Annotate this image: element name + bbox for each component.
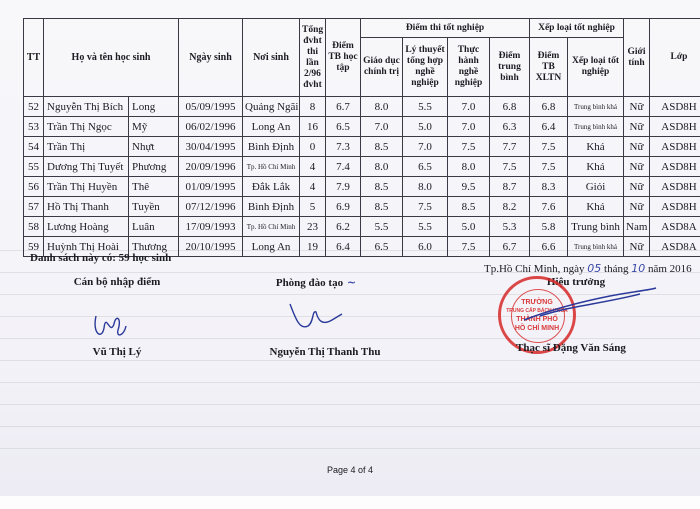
cell-rank: Trung bình bbox=[568, 217, 624, 237]
col-header-birthplace: Nơi sinh bbox=[243, 19, 300, 97]
header-row-1 bbox=[24, 19, 700, 38]
signer-role-principal: Hiệu trưởng bbox=[546, 276, 606, 288]
cell-dob: 20/09/1996 bbox=[179, 157, 243, 177]
cell-rank: Trung bình khá bbox=[568, 237, 624, 257]
cell-place: Tp. Hồ Chí Minh bbox=[243, 217, 300, 237]
cell-xltn: 7.6 bbox=[530, 197, 568, 217]
cell-avg: 6.8 bbox=[490, 97, 530, 117]
cell-practice: 8.5 bbox=[448, 197, 490, 217]
signature-data-entry bbox=[90, 306, 130, 344]
col-header-politics: Giáo dục chính trị bbox=[361, 38, 403, 97]
table-row bbox=[24, 177, 700, 197]
date-day: 05 bbox=[587, 262, 602, 275]
cell-xltn: 6.8 bbox=[530, 97, 568, 117]
col-header-practice: Thực hành nghề nghiệp bbox=[448, 38, 490, 97]
cell-politics: 8.5 bbox=[361, 197, 403, 217]
signer-role-data-entry: Cán bộ nhập điểm bbox=[73, 276, 161, 288]
cell-practice: 7.0 bbox=[448, 97, 490, 117]
cell-tt: 59 bbox=[24, 237, 44, 257]
date-prefix: Tp.Hồ Chí Minh, ngày bbox=[484, 263, 585, 275]
cell-avg: 7.5 bbox=[490, 157, 530, 177]
cell-tt: 58 bbox=[24, 217, 44, 237]
cell-rank: Trung bình khá bbox=[568, 97, 624, 117]
cell-dob: 01/09/1995 bbox=[179, 177, 243, 197]
cell-politics: 7.0 bbox=[361, 117, 403, 137]
table-row bbox=[24, 137, 700, 157]
cell-gender: Nữ bbox=[624, 137, 650, 157]
cell-rank: Giỏi bbox=[568, 177, 624, 197]
cell-place: Long An bbox=[243, 237, 300, 257]
col-header-name: Họ và tên học sinh bbox=[44, 19, 179, 97]
stamp-line-2: TRUNG CẤP BÁCH KHOA bbox=[506, 308, 568, 314]
cell-theory: 5.5 bbox=[403, 217, 448, 237]
cell-gender: Nữ bbox=[624, 237, 650, 257]
signing-date bbox=[484, 262, 692, 275]
cell-theory: 7.5 bbox=[403, 197, 448, 217]
cell-class: ASD8A bbox=[650, 217, 700, 237]
cell-last: Nguyễn Thị Bích bbox=[44, 97, 129, 117]
cell-tt: 53 bbox=[24, 117, 44, 137]
cell-place: Bình Định bbox=[243, 197, 300, 217]
cell-dob: 05/09/1995 bbox=[179, 97, 243, 117]
cell-practice: 5.0 bbox=[448, 217, 490, 237]
cell-class: ASD8H bbox=[650, 97, 700, 117]
date-year: năm 2016 bbox=[647, 263, 692, 275]
cell-credits: 8 bbox=[300, 97, 326, 117]
cell-tt: 55 bbox=[24, 157, 44, 177]
cell-last: Trần Thị Ngọc bbox=[44, 117, 129, 137]
cell-gpa: 6.5 bbox=[326, 117, 361, 137]
cell-place: Quảng Ngãi bbox=[243, 97, 300, 117]
cell-class: ASD8H bbox=[650, 137, 700, 157]
col-group-rank: Xếp loại tốt nghiệp bbox=[530, 19, 624, 38]
cell-politics: 6.5 bbox=[361, 237, 403, 257]
cell-theory: 6.0 bbox=[403, 237, 448, 257]
cell-rank: Khá bbox=[568, 197, 624, 217]
cell-dob: 20/10/1995 bbox=[179, 237, 243, 257]
cell-credits: 4 bbox=[300, 177, 326, 197]
cell-tt: 56 bbox=[24, 177, 44, 197]
cell-xltn: 8.3 bbox=[530, 177, 568, 197]
cell-avg: 6.3 bbox=[490, 117, 530, 137]
col-header-xltn-avg: Điểm TB XLTN bbox=[530, 38, 568, 97]
cell-practice: 9.5 bbox=[448, 177, 490, 197]
table-row bbox=[24, 97, 700, 117]
cell-theory: 7.0 bbox=[403, 137, 448, 157]
cell-theory: 6.5 bbox=[403, 157, 448, 177]
stamp-line-1: TRƯỜNG bbox=[521, 299, 553, 306]
cell-gpa: 7.9 bbox=[326, 177, 361, 197]
cell-place: Tp. Hồ Chí Minh bbox=[243, 157, 300, 177]
cell-politics: 8.5 bbox=[361, 137, 403, 157]
cell-first: Thê bbox=[129, 177, 179, 197]
cell-class: ASD8H bbox=[650, 197, 700, 217]
cell-xltn: 6.4 bbox=[530, 117, 568, 137]
cell-place: Bình Định bbox=[243, 137, 300, 157]
table-row bbox=[24, 117, 700, 137]
cell-gender: Nữ bbox=[624, 157, 650, 177]
cell-dob: 17/09/1993 bbox=[179, 217, 243, 237]
cell-avg: 6.7 bbox=[490, 237, 530, 257]
cell-gpa: 6.2 bbox=[326, 217, 361, 237]
cell-credits: 0 bbox=[300, 137, 326, 157]
cell-theory: 8.0 bbox=[403, 177, 448, 197]
cell-last: Huỳnh Thị Hoài bbox=[44, 237, 129, 257]
signer-name-data-entry: Vũ Thị Lý bbox=[92, 346, 142, 358]
cell-class: ASD8H bbox=[650, 177, 700, 197]
cell-xltn: 5.8 bbox=[530, 217, 568, 237]
cell-credits: 4 bbox=[300, 157, 326, 177]
cell-last: Dương Thị Tuyết bbox=[44, 157, 129, 177]
table-row bbox=[24, 197, 700, 217]
cell-last: Lương Hoàng bbox=[44, 217, 129, 237]
signer-name-principal: Thạc sĩ Đặng Văn Sáng bbox=[516, 342, 626, 354]
graduation-results-table bbox=[23, 18, 700, 257]
col-header-class: Lớp bbox=[650, 19, 700, 97]
cell-class: ASD8H bbox=[650, 157, 700, 177]
cell-practice: 8.0 bbox=[448, 157, 490, 177]
cell-politics: 8.5 bbox=[361, 177, 403, 197]
cell-gender: Nữ bbox=[624, 197, 650, 217]
cell-last: Trần Thị Huyền bbox=[44, 177, 129, 197]
cell-credits: 5 bbox=[300, 197, 326, 217]
table-row bbox=[24, 157, 700, 177]
stamp-line-4: HỒ CHÍ MINH bbox=[514, 325, 560, 332]
cell-dob: 07/12/1996 bbox=[179, 197, 243, 217]
table-row bbox=[24, 217, 700, 237]
cell-last: Trần Thị bbox=[44, 137, 129, 157]
cell-rank: Trung bình khá bbox=[568, 117, 624, 137]
cell-gpa: 6.9 bbox=[326, 197, 361, 217]
cell-first: Mỹ bbox=[129, 117, 179, 137]
page-number: Page 4 of 4 bbox=[326, 465, 374, 475]
cell-practice: 7.0 bbox=[448, 117, 490, 137]
col-header-credits: Tổng đvht thi lần 2/96 đvht bbox=[300, 19, 326, 97]
cell-politics: 8.0 bbox=[361, 157, 403, 177]
cell-credits: 16 bbox=[300, 117, 326, 137]
cell-last: Hồ Thị Thanh bbox=[44, 197, 129, 217]
cell-place: Đắk Lắk bbox=[243, 177, 300, 197]
cell-gpa: 6.7 bbox=[326, 97, 361, 117]
cell-avg: 5.3 bbox=[490, 217, 530, 237]
student-count: Danh sách này có: 59 học sinh bbox=[30, 252, 172, 264]
cell-tt: 52 bbox=[24, 97, 44, 117]
cell-rank: Khá bbox=[568, 137, 624, 157]
cell-class: ASD8A bbox=[650, 237, 700, 257]
cell-avg: 8.2 bbox=[490, 197, 530, 217]
cell-first: Long bbox=[129, 97, 179, 117]
cell-rank: Khá bbox=[568, 157, 624, 177]
cell-avg: 7.7 bbox=[490, 137, 530, 157]
cell-practice: 7.5 bbox=[448, 237, 490, 257]
col-header-exam-avg: Điểm trung bình bbox=[490, 38, 530, 97]
cell-class: ASD8H bbox=[650, 117, 700, 137]
signer-role-training: Phòng đào tạo ~ bbox=[275, 276, 357, 289]
cell-first: Nhựt bbox=[129, 137, 179, 157]
table-body bbox=[24, 97, 700, 257]
cell-theory: 5.5 bbox=[403, 97, 448, 117]
cell-xltn: 7.5 bbox=[530, 137, 568, 157]
cell-first: Luân bbox=[129, 217, 179, 237]
cell-gender: Nữ bbox=[624, 117, 650, 137]
cell-gpa: 6.4 bbox=[326, 237, 361, 257]
cell-xltn: 6.6 bbox=[530, 237, 568, 257]
cell-gpa: 7.3 bbox=[326, 137, 361, 157]
col-header-rank: Xếp loại tốt nghiệp bbox=[568, 38, 624, 97]
cell-avg: 8.7 bbox=[490, 177, 530, 197]
cell-xltn: 7.5 bbox=[530, 157, 568, 177]
col-header-theory: Lý thuyết tổng hợp nghề nghiệp bbox=[403, 38, 448, 97]
col-header-tt: TT bbox=[24, 19, 44, 97]
col-group-exam: Điểm thi tốt nghiệp bbox=[361, 19, 530, 38]
signer-name-training: Nguyễn Thị Thanh Thu bbox=[269, 346, 381, 358]
cell-first: Phương bbox=[129, 157, 179, 177]
cell-place: Long An bbox=[243, 117, 300, 137]
col-header-gender: Giới tính bbox=[624, 19, 650, 97]
date-month-word: tháng bbox=[604, 263, 629, 275]
cell-dob: 06/02/1996 bbox=[179, 117, 243, 137]
cell-theory: 5.0 bbox=[403, 117, 448, 137]
cell-gpa: 7.4 bbox=[326, 157, 361, 177]
cell-gender: Nam bbox=[624, 217, 650, 237]
cell-gender: Nữ bbox=[624, 97, 650, 117]
cell-tt: 57 bbox=[24, 197, 44, 217]
cell-practice: 7.5 bbox=[448, 137, 490, 157]
cell-tt: 54 bbox=[24, 137, 44, 157]
col-header-dob: Ngày sinh bbox=[179, 19, 243, 97]
cell-credits: 19 bbox=[300, 237, 326, 257]
scan-edge bbox=[0, 496, 700, 509]
cell-dob: 30/04/1995 bbox=[179, 137, 243, 157]
cell-credits: 23 bbox=[300, 217, 326, 237]
cell-politics: 5.5 bbox=[361, 217, 403, 237]
cell-first: Tuyền bbox=[129, 197, 179, 217]
stamp-line-3: THÀNH PHỐ bbox=[516, 316, 558, 323]
date-month: 10 bbox=[631, 262, 646, 275]
col-header-gpa: Điểm TB học tập bbox=[326, 19, 361, 97]
cell-gender: Nữ bbox=[624, 177, 650, 197]
cell-politics: 8.0 bbox=[361, 97, 403, 117]
training-office-label: Phòng đào tạo bbox=[275, 277, 344, 289]
cell-first: Thương bbox=[129, 237, 179, 257]
signature-principal bbox=[520, 286, 660, 326]
signature-training bbox=[286, 300, 346, 340]
